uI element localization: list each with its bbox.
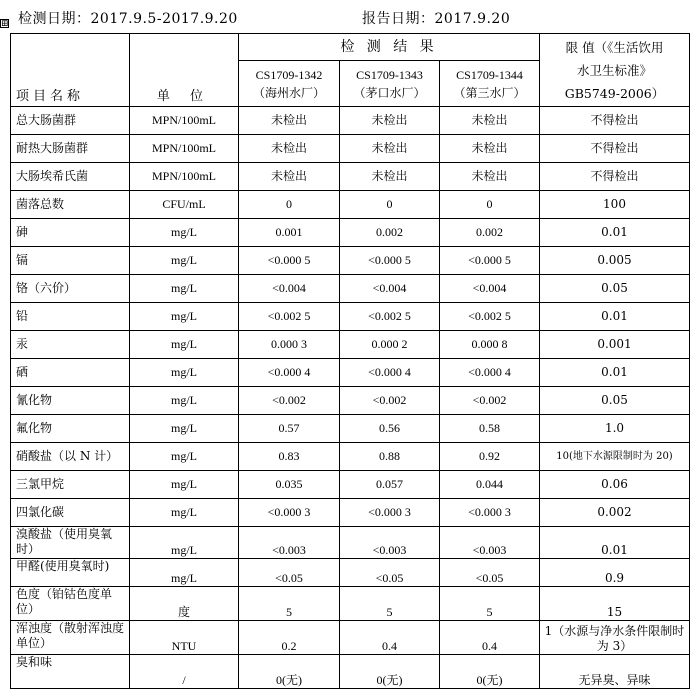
unit-cell: / [130, 655, 239, 689]
item-name-cell: 氰化物 [11, 387, 130, 415]
item-name-cell: 菌落总数 [11, 191, 130, 219]
table-row [11, 587, 690, 621]
result-cell-2: 0.56 [340, 415, 440, 443]
item-name-cell: 四氯化碳 [11, 499, 130, 527]
table-row [11, 163, 690, 191]
header-sample-2 [340, 61, 440, 107]
result-cell-2: 0.000 2 [340, 331, 440, 359]
result-cell-1: <0.05 [239, 559, 340, 587]
result-cell-2: 0 [340, 191, 440, 219]
item-name-cell: 大肠埃希氏菌 [11, 163, 130, 191]
table-row [11, 527, 690, 559]
result-cell-1: 0 [239, 191, 340, 219]
header-result-group: 检 测 结 果 [239, 34, 540, 61]
result-cell-3: 0.044 [440, 471, 540, 499]
limit-cell: 15 [540, 587, 690, 621]
result-cell-2: 0.057 [340, 471, 440, 499]
table-row [11, 471, 690, 499]
table-row [11, 247, 690, 275]
result-cell-1: 0.57 [239, 415, 340, 443]
result-cell-1: <0.000 4 [239, 359, 340, 387]
header-item: 项目名称 [11, 34, 130, 107]
result-cell-3: 0.000 8 [440, 331, 540, 359]
unit-cell: mg/L [130, 303, 239, 331]
result-cell-3: <0.000 3 [440, 499, 540, 527]
unit-cell: mg/L [130, 387, 239, 415]
water-quality-table [10, 33, 690, 689]
result-cell-1: <0.002 5 [239, 303, 340, 331]
result-cell-1: <0.003 [239, 527, 340, 559]
result-cell-1: 0.83 [239, 443, 340, 471]
table-body [11, 107, 690, 689]
limit-cell: 无异臭、异味 [540, 655, 690, 689]
result-cell-2: 未检出 [340, 135, 440, 163]
result-cell-2: <0.004 [340, 275, 440, 303]
limit-cell: 0.001 [540, 331, 690, 359]
item-name-cell: 色度（铂钴色度单位） [11, 587, 130, 621]
table-row [11, 655, 690, 689]
header-unit: 单 位 [130, 34, 239, 107]
table-row [11, 219, 690, 247]
limit-cell: 0.01 [540, 303, 690, 331]
item-name-cell: 耐热大肠菌群 [11, 135, 130, 163]
unit-cell: mg/L [130, 247, 239, 275]
unit-cell: mg/L [130, 275, 239, 303]
result-cell-2: <0.05 [340, 559, 440, 587]
limit-cell: 1.0 [540, 415, 690, 443]
unit-cell: mg/L [130, 471, 239, 499]
result-cell-2: 0(无) [340, 655, 440, 689]
result-cell-1: 5 [239, 587, 340, 621]
result-cell-3: 未检出 [440, 163, 540, 191]
result-cell-3: 未检出 [440, 107, 540, 135]
header-limit-line: 限 值（《生活饮用 [565, 39, 664, 55]
item-name-cell: 硒 [11, 359, 130, 387]
unit-cell: MPN/100mL [130, 163, 239, 191]
header-limit-line: 水卫生标准》 [576, 62, 652, 78]
item-name-cell: 铅 [11, 303, 130, 331]
table-row [11, 415, 690, 443]
result-cell-3: 0.58 [440, 415, 540, 443]
result-cell-3: <0.05 [440, 559, 540, 587]
result-cell-3: 0(无) [440, 655, 540, 689]
result-cell-1: <0.002 [239, 387, 340, 415]
result-cell-1: 未检出 [239, 135, 340, 163]
item-name-cell: 三氯甲烷 [11, 471, 130, 499]
result-cell-1: 0.2 [239, 621, 340, 655]
limit-cell: 100 [540, 191, 690, 219]
sample-site: （茅口水厂） [353, 85, 426, 100]
unit-cell: NTU [130, 621, 239, 655]
item-name-cell: 氟化物 [11, 415, 130, 443]
limit-cell: 10(地下水源限制时为 20) [540, 443, 690, 471]
result-cell-2: 未检出 [340, 107, 440, 135]
result-cell-2: <0.000 3 [340, 499, 440, 527]
item-name-cell: 汞 [11, 331, 130, 359]
item-name-cell: 镉 [11, 247, 130, 275]
unit-cell: MPN/100mL [130, 135, 239, 163]
result-cell-3: <0.000 4 [440, 359, 540, 387]
unit-cell: mg/L [130, 527, 239, 559]
result-cell-3: <0.002 5 [440, 303, 540, 331]
sample-code: CS1709-1342 [255, 67, 323, 82]
table-row [11, 359, 690, 387]
table-row [11, 387, 690, 415]
result-cell-1: 0.035 [239, 471, 340, 499]
result-cell-1: <0.004 [239, 275, 340, 303]
result-cell-1: <0.000 5 [239, 247, 340, 275]
table-row [11, 499, 690, 527]
item-name-cell: 总大肠菌群 [11, 107, 130, 135]
item-name-cell: 硝酸盐（以 N 计） [11, 443, 130, 471]
unit-cell: mg/L [130, 219, 239, 247]
result-cell-2: <0.002 [340, 387, 440, 415]
sample-site: （第三水厂） [453, 85, 526, 100]
result-cell-1: 未检出 [239, 107, 340, 135]
result-cell-3: <0.003 [440, 527, 540, 559]
unit-cell: mg/L [130, 499, 239, 527]
report-date: 报告日期：2017.9.20 [362, 11, 511, 27]
result-cell-3: <0.000 5 [440, 247, 540, 275]
header-limit [540, 34, 690, 107]
table-row [11, 107, 690, 135]
limit-cell: 0.002 [540, 499, 690, 527]
unit-cell: MPN/100mL [130, 107, 239, 135]
table-row [11, 303, 690, 331]
limit-cell: 不得检出 [540, 135, 690, 163]
result-cell-2: 0.4 [340, 621, 440, 655]
header-sample-3 [440, 61, 540, 107]
result-cell-1: 0.001 [239, 219, 340, 247]
unit-cell: mg/L [130, 415, 239, 443]
result-cell-2: 未检出 [340, 163, 440, 191]
result-cell-3: 0.4 [440, 621, 540, 655]
table-row [11, 191, 690, 219]
table-move-handle-icon[interactable]: ⊞ [1, 19, 9, 29]
item-name-cell: 铬（六价） [11, 275, 130, 303]
result-cell-2: <0.002 5 [340, 303, 440, 331]
limit-cell: 0.01 [540, 219, 690, 247]
item-name-cell: 砷 [11, 219, 130, 247]
test-date: 检测日期：2017.9.5-2017.9.20 [18, 11, 238, 27]
table-row [11, 559, 690, 587]
header-sample-1 [239, 61, 340, 107]
limit-cell: 0.01 [540, 527, 690, 559]
limit-cell: 0.05 [540, 387, 690, 415]
result-cell-2: 0.002 [340, 219, 440, 247]
limit-cell: 不得检出 [540, 163, 690, 191]
result-cell-3: 0.92 [440, 443, 540, 471]
item-name-cell: 臭和味 [11, 655, 130, 689]
unit-cell: CFU/mL [130, 191, 239, 219]
limit-cell: 不得检出 [540, 107, 690, 135]
table-row [11, 621, 690, 655]
limit-cell: 0.06 [540, 471, 690, 499]
result-cell-3: 未检出 [440, 135, 540, 163]
result-cell-3: 5 [440, 587, 540, 621]
result-cell-3: <0.002 [440, 387, 540, 415]
header-limit-line: GB5749-2006） [564, 85, 665, 101]
unit-cell: mg/L [130, 359, 239, 387]
result-cell-2: <0.003 [340, 527, 440, 559]
limit-cell: 0.05 [540, 275, 690, 303]
result-cell-2: <0.000 4 [340, 359, 440, 387]
result-cell-3: 0 [440, 191, 540, 219]
item-name-cell: 甲醛(使用臭氧时) [11, 559, 130, 587]
table-row [11, 443, 690, 471]
unit-cell: mg/L [130, 331, 239, 359]
table-row [11, 275, 690, 303]
unit-cell: 度 [130, 587, 239, 621]
unit-cell: mg/L [130, 443, 239, 471]
result-cell-1: <0.000 3 [239, 499, 340, 527]
result-cell-3: <0.004 [440, 275, 540, 303]
result-cell-3: 0.002 [440, 219, 540, 247]
limit-cell: 0.01 [540, 359, 690, 387]
table-row [11, 331, 690, 359]
result-cell-1: 未检出 [239, 163, 340, 191]
limit-cell: 0.9 [540, 559, 690, 587]
limit-cell: 1（水源与净水条件限制时为 3） [540, 621, 690, 655]
item-name-cell: 浑浊度（散射浑浊度单位） [11, 621, 130, 655]
result-cell-2: 0.88 [340, 443, 440, 471]
unit-cell: mg/L [130, 559, 239, 587]
result-cell-1: 0.000 3 [239, 331, 340, 359]
result-cell-2: <0.000 5 [340, 247, 440, 275]
result-cell-1: 0(无) [239, 655, 340, 689]
result-cell-2: 5 [340, 587, 440, 621]
item-name-cell: 溴酸盐（使用臭氧时） [11, 527, 130, 559]
sample-site: （海州水厂） [252, 85, 325, 100]
table-row [11, 135, 690, 163]
sample-code: CS1709-1343 [356, 67, 423, 82]
sample-code: CS1709-1344 [456, 67, 523, 82]
limit-cell: 0.005 [540, 247, 690, 275]
